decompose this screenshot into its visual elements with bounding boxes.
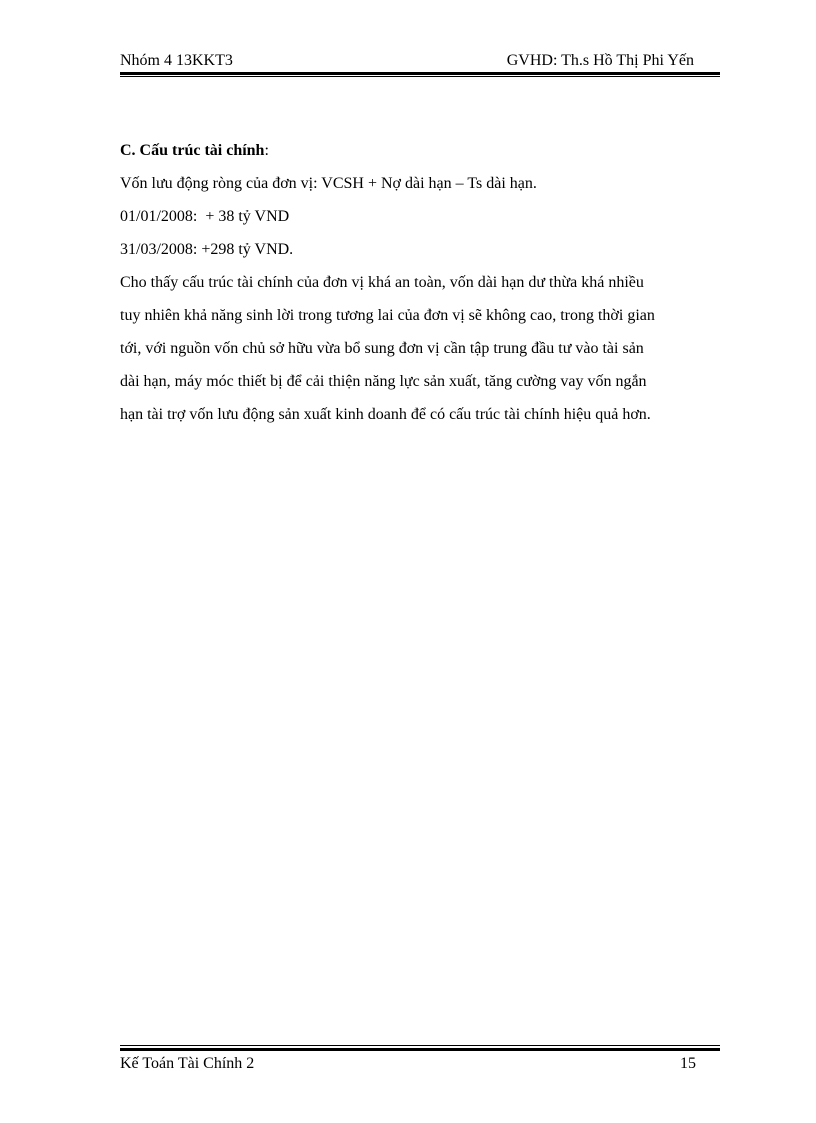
footer-course-label: Kế Toán Tài Chính 2: [120, 1055, 255, 1072]
footer-rule-thick: [120, 1048, 720, 1051]
section-heading: C. Cấu trúc tài chính: [120, 142, 265, 159]
page-number: 15: [680, 1055, 696, 1072]
header-instructor-label: GVHD: Th.s Hồ Thị Phi Yến: [506, 52, 694, 69]
section-heading-line: [120, 134, 720, 167]
header-rule-thin: [120, 76, 720, 77]
content-line: Vốn lưu động ròng của đơn vị: VCSH + Nợ dài hạn – Ts dài hạn.: [120, 175, 537, 192]
header-group-label: Nhóm 4 13KKT3: [120, 52, 233, 69]
section-heading-colon: :: [264, 142, 269, 159]
content-line: tuy nhiên khả năng sinh lời trong tương lai của đơn vị sẽ không cao, trong thời gian: [120, 307, 655, 324]
page-content: [120, 134, 720, 431]
content-line: hạn tài trợ vốn lưu động sản xuất kinh doanh để có cấu trúc tài chính hiệu quả hơn.: [120, 406, 651, 423]
content-line: 01/01/2008: + 38 tỷ VND: [120, 208, 290, 225]
header-rule-thick: [120, 72, 720, 75]
content-line: Cho thấy cấu trúc tài chính của đơn vị khá an toàn, vốn dài hạn dư thừa khá nhiều: [120, 274, 644, 291]
content-line: 31/03/2008: +298 tỷ VND.: [120, 241, 294, 258]
page-header: [120, 52, 694, 72]
content-line: dài hạn, máy móc thiết bị để cải thiện năng lực sản xuất, tăng cường vay vốn ngắn: [120, 373, 647, 390]
footer-rule-thin: [120, 1045, 720, 1046]
content-line: tới, với nguồn vốn chủ sở hữu vừa bổ sung đơn vị cần tập trung đầu tư vào tài sản: [120, 340, 644, 357]
page-footer: [120, 1055, 696, 1075]
